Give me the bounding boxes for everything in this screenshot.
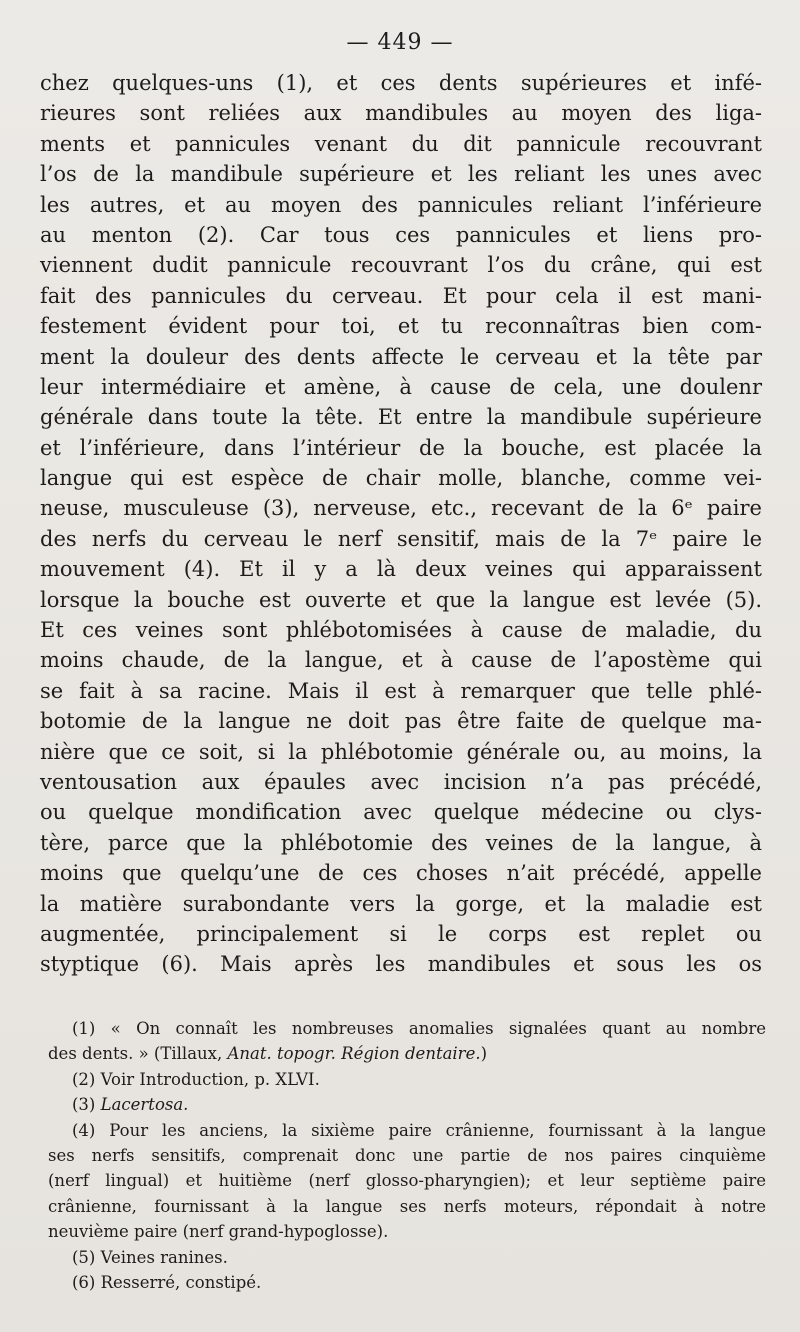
footnote-4-line-1: (4) Pour les anciens, la sixième paire crânienne, fournissant à la langue: [72, 1120, 766, 1140]
text-line: rieures sont reliées aux mandibules au moyen des liga-: [40, 101, 762, 126]
text-line: moins que quelqu’une de ces choses n’ait précédé, appelle: [40, 861, 762, 886]
text-line: se fait à sa racine. Mais il est à remarquer que telle phlé-: [40, 678, 762, 703]
text-line: leur intermédiaire et amène, à cause de cela, une doulenr: [40, 374, 762, 399]
page-number: — 449 —: [346, 30, 454, 55]
text-line: nière que ce soit, si la phlébotomie générale ou, au moins, la: [40, 739, 762, 764]
text-line: Et ces veines sont phlébotomisées à cause de maladie, du: [40, 618, 762, 643]
text-line: ou quelque mondification avec quelque médecine ou clys-: [40, 800, 762, 825]
footnote-4-line-4: crânienne, fournissant à la langue ses nerfs moteurs, répondait à notre: [48, 1196, 766, 1216]
text-line: mouvement (4). Et il y a là deux veines qui apparaissent: [40, 557, 762, 582]
text-line: botomie de la langue ne doit pas être faite de quelque ma-: [40, 709, 762, 734]
text-line: fait des pannicules du cerveau. Et pour cela il est mani-: [40, 283, 762, 308]
text-line: au menton (2). Car tous ces pannicules et liens pro-: [40, 222, 762, 247]
text-line: la matière surabondante vers la gorge, et la maladie est: [40, 891, 762, 916]
text-line: moins chaude, de la langue, et à cause de l’apostème qui: [40, 648, 762, 673]
footnote-6: (6) Resserré, constipé.: [72, 1272, 262, 1292]
text-line: ment la douleur des dents affecte le cerveau et la tête par: [40, 344, 762, 369]
footnote-1-citation: Anat. topogr. Région dentaire.: [227, 1044, 481, 1064]
footnote-3-term: Lacertosa.: [100, 1095, 189, 1115]
text-line: lorsque la bouche est ouverte et que la langue est levée (5).: [40, 587, 762, 612]
footnote-1-close: ): [480, 1044, 488, 1064]
text-line: festement évident pour toi, et tu reconnaîtras bien com-: [40, 314, 762, 339]
footnote-3: [48, 1092, 766, 1117]
footnote-2: (2) Voir Introduction, p. XLVI.: [72, 1069, 320, 1089]
text-line: chez quelques-uns (1), et ces dents supérieures et infé-: [40, 71, 762, 95]
text-line: tère, parce que la phlébotomie des veines de la langue, à: [40, 830, 762, 855]
footnote-1-line-1: (1) « On connaît les nombreuses anomalies signalées quant au nombre: [72, 1019, 766, 1038]
footnotes-block: [48, 1016, 766, 1295]
footnote-4-line-2: ses nerfs sensitifs, comprenait donc une partie de nos paires cinquième: [48, 1145, 766, 1165]
footnote-1-text: des dents. » (Tillaux,: [48, 1044, 228, 1064]
text-line: augmentée, principalement si le corps est replet ou: [40, 921, 762, 946]
text-line: les autres, et au moyen des pannicules reliant l’inférieure: [40, 192, 762, 217]
text-line: neuse, musculeuse (3), nerveuse, etc., recevant de la 6ᵉ paire: [40, 496, 762, 521]
footnote-3-number: (3): [72, 1095, 101, 1115]
footnote-5: (5) Veines ranines.: [72, 1247, 228, 1267]
text-line: des nerfs du cerveau le nerf sensitif, mais de la 7ᵉ paire le: [40, 526, 762, 551]
text-line: générale dans toute la tête. Et entre la mandibule supérieure: [40, 405, 762, 430]
text-line: ments et pannicules venant du dit pannicule recouvrant: [40, 131, 762, 156]
text-line: langue qui est espèce de chair molle, blanche, comme vei-: [40, 466, 762, 491]
footnote-1-line-2: [48, 1041, 766, 1066]
main-text-block: [40, 68, 762, 980]
footnote-4-line-3: (nerf lingual) et huitième (nerf glosso-pharyngien); et leur septième paire: [48, 1171, 766, 1191]
footnote-4-line-5: neuvième paire (nerf grand-hypoglosse).: [48, 1222, 389, 1242]
text-line: ventousation aux épaules avec incision n’a pas précédé,: [40, 769, 762, 794]
text-line: styptique (6). Mais après les mandibules et sous les os: [40, 952, 762, 977]
text-line: viennent dudit pannicule recouvrant l’os du crâne, qui est: [40, 253, 762, 278]
text-line: l’os de la mandibule supérieure et les reliant les unes avec: [40, 162, 762, 187]
text-line: et l’inférieure, dans l’intérieur de la bouche, est placée la: [40, 435, 762, 460]
